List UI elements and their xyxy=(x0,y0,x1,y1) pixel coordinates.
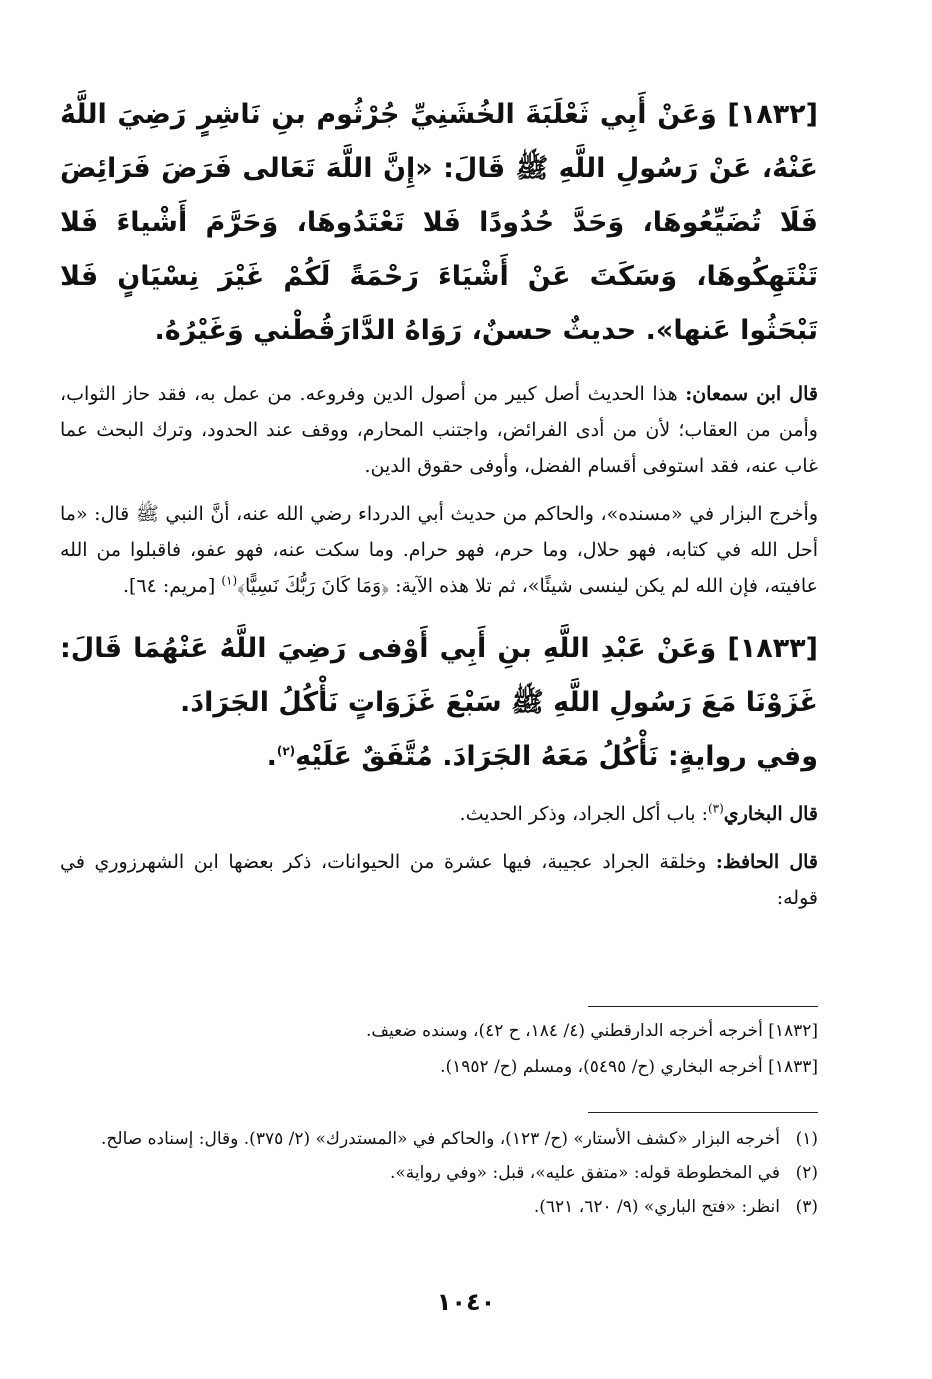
commentary-ibn-samaan xyxy=(60,376,818,484)
footnotes xyxy=(60,1124,818,1222)
variant-end: . xyxy=(266,741,277,772)
commentary-lead: قال البخاري xyxy=(723,803,818,825)
commentary-lead: قال الحافظ: xyxy=(715,851,819,873)
footnote-mark: (٣) xyxy=(795,1197,818,1217)
page-body xyxy=(60,88,818,916)
commentary-text: [مريم: ٦٤]. xyxy=(122,575,222,597)
hadith-number: [١٨٣٢] xyxy=(727,99,818,130)
hadith-text: وَعَنْ أَبِي ثَعْلَبَةَ الخُشَنِيِّ جُرْثُوم بنِ نَاشِرٍ رَضِيَ اللَّهُ عَنْهُ، عَنْ رَسُولِ اللَّهِ ﷺ قَالَ: «إِنَّ اللَّهَ تَعَالى فَرَضَ فَرَائِضَ فَلَا تُضَيِّعُوهَا، وَحَدَّ حُدُودًا فَلا تَعْتَدُوهَا، وَحَرَّمَ أَشْياءَ فَلا تَنْتَهِكُوهَا، وَسَكَتَ عَنْ أَشْيَاءَ رَحْمَةً لَكُمْ غَيْرَ نِسْيَانٍ فَلا تَبْحَثُوا عَنها». حديثٌ حسنٌ، رَوَاهُ الدَّارَقُطْني وَغَيْرُهُ. xyxy=(60,99,818,346)
footnote-text: أخرجه البزار «كشف الأستار» (ح/ ١٢٣)، والحاكم في «المستدرك» (٢/ ٣٧٥). وقال: إسناده صالح. xyxy=(101,1129,780,1149)
footnote-2 xyxy=(60,1158,818,1188)
hadith-variant xyxy=(60,730,818,784)
commentary-text: هذا الحديث أصل كبير من أصول الدين وفروعه. من عمل به، فقد حاز الثواب، وأمن من العقاب؛ لأن من أدى الفرائض، واجتنب المحارم، ووقف عند الحدود، وترك البحث عما غاب عنه، فقد استوفى أقسام الفضل، وأوفى حقوق الدين. xyxy=(60,383,818,477)
footnote-ref: (٣) xyxy=(707,801,724,816)
hadith-text: وَعَنْ عَبْدِ اللَّهِ بنِ أَبِي أَوْفى رَضِيَ اللَّهُ عَنْهُمَا قَالَ: غَزَوْنَا مَعَ رَسُولِ اللَّهِ ﷺ سَبْعَ غَزَوَاتٍ نَأْكُلُ الجَرَادَ. xyxy=(60,633,818,718)
takhrij-notes xyxy=(60,1016,818,1082)
footnote-ref: (١) xyxy=(221,573,238,588)
footnote-text: انظر: «فتح الباري» (٩/ ٦٢٠، ٦٢١). xyxy=(533,1197,780,1217)
commentary-text: وخلقة الجراد عجيبة، فيها عشرة من الحيوانات، ذكر بعضها ابن الشهرزوري في قوله: xyxy=(60,851,818,909)
takhrij-1832: [١٨٣٢] أخرجه أخرجه الدارقطني (٤/ ١٨٤، ح ٤٢)، وسنده ضعيف. xyxy=(366,1021,818,1041)
page-number: ١٠٤٠ xyxy=(436,1288,496,1316)
footnote-mark: (٢) xyxy=(795,1163,818,1183)
hadith-number: [١٨٣٣] xyxy=(727,633,818,664)
footnotes-divider xyxy=(588,1112,818,1113)
takhrij-divider xyxy=(588,1006,818,1007)
takhrij-1833: [١٨٣٣] أخرجه البخاري (ح/ ٥٤٩٥)، ومسلم (ح/ ١٩٥٢). xyxy=(440,1057,818,1077)
footnote-mark: (١) xyxy=(795,1129,818,1149)
commentary-bukhari xyxy=(60,796,818,832)
commentary-bazzar xyxy=(60,496,818,604)
commentary-hafiz xyxy=(60,844,818,916)
hadith-1833 xyxy=(60,622,818,730)
footnote-3 xyxy=(60,1192,818,1222)
footnote-text: في المخطوطة قوله: «متفق عليه»، قبل: «وفي رواية». xyxy=(389,1163,780,1183)
footnote-1 xyxy=(60,1124,818,1154)
footnote-ref: (٢) xyxy=(276,744,296,758)
commentary-text: : باب أكل الجراد، وذكر الحديث. xyxy=(459,803,708,825)
hadith-1832 xyxy=(60,88,818,358)
commentary-text: وأخرج البزار في «مسنده»، والحاكم من حديث أبي الدرداء رضي الله عنه، أنَّ النبي ﷺ قال: «ما أحل الله في كتابه، فهو حلال، وما حرم، فهو حرام. وما سكت عنه، فهو عفو، فاقبلوا من الله عافيته، فإن الله لم يكن لينسى شيئًا»، ثم تلا هذه الآية: ﴿وَمَا كَانَ رَبُّكَ نَسِيًّا﴾ xyxy=(60,503,818,597)
variant-text: وفي روايةٍ: نَأْكُلُ مَعَهُ الجَرَادَ. مُتَّفَقٌ عَلَيْهِ xyxy=(295,741,818,772)
commentary-lead: قال ابن سمعان: xyxy=(685,383,818,405)
